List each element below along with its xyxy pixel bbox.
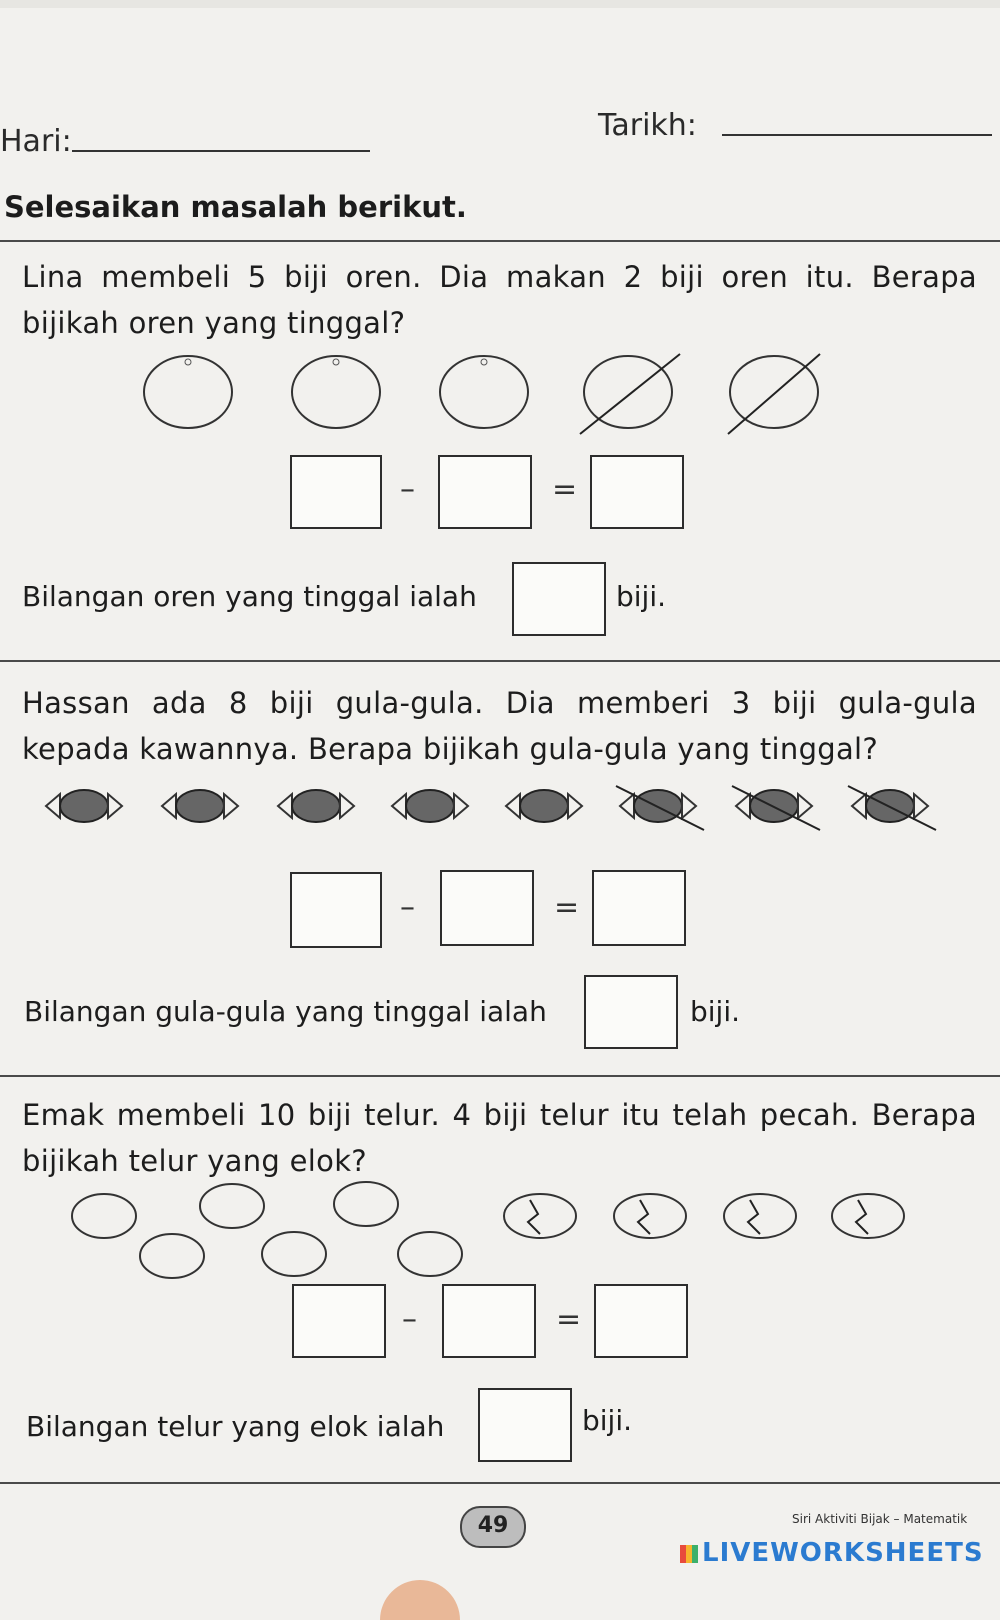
series-title: Siri Aktiviti Bijak – Matematik [792, 1512, 968, 1526]
divider [0, 1482, 1000, 1484]
orange-icon [292, 356, 380, 428]
candy-icon [278, 790, 354, 822]
q2-subtrahend-box[interactable] [440, 870, 534, 946]
candy-crossed-icon [848, 786, 936, 830]
broken-egg-icon [614, 1194, 686, 1238]
egg-icon [140, 1234, 204, 1278]
egg-icon [72, 1194, 136, 1238]
finger-photo-artifact [380, 1580, 460, 1620]
candy-icon [506, 790, 582, 822]
candy-icon [392, 790, 468, 822]
q2-result-box[interactable] [592, 870, 686, 946]
candy-crossed-icon [616, 786, 704, 830]
q1-answer-text: Bilangan oren yang tinggal ialah [22, 580, 477, 613]
date-label: Tarikh: [598, 108, 697, 143]
orange-icon [144, 356, 232, 428]
egg-icon [200, 1184, 264, 1228]
q2-minuend-box[interactable] [290, 872, 382, 948]
question-1-text: Lina membeli 5 biji oren. Dia makan 2 biji oren itu. Berapa bijikah oren yang tinggal? [22, 260, 977, 340]
equals-sign: = [556, 1302, 582, 1337]
equals-sign: = [552, 472, 578, 507]
candy-icon [162, 790, 238, 822]
q1-answer-unit: biji. [616, 580, 667, 613]
liveworksheets-logo [680, 1538, 984, 1568]
q3-result-box[interactable] [594, 1284, 688, 1358]
q1-subtrahend-box[interactable] [438, 455, 532, 529]
candy-crossed-icon [732, 786, 820, 830]
logo-text: LIVEWORKSHEETS [702, 1538, 984, 1568]
broken-egg-icon [504, 1194, 576, 1238]
minus-sign: – [400, 890, 415, 925]
q2-answer-text: Bilangan gula-gula yang tinggal ialah [24, 995, 547, 1028]
equals-sign: = [554, 890, 580, 925]
question-3-text: Emak membeli 10 biji telur. 4 biji telur itu telah pecah. Berapa bijikah telur yang elok? [22, 1098, 977, 1178]
day-label: Hari: [0, 124, 72, 159]
minus-sign: – [402, 1302, 417, 1337]
question-2-candies [40, 778, 980, 838]
page-top-edge [0, 0, 1000, 8]
question-2-text: Hassan ada 8 biji gula-gula. Dia memberi 3 biji gula-gula kepada kawannya. Berapa bijikah gula-gula yang tinggal? [22, 686, 977, 766]
day-field[interactable] [72, 150, 370, 152]
page-number: 49 [460, 1506, 526, 1548]
date-field[interactable] [722, 134, 992, 136]
q3-answer-box[interactable] [478, 1388, 572, 1462]
divider [0, 1075, 1000, 1077]
broken-egg-icon [724, 1194, 796, 1238]
question-3-eggs [60, 1176, 940, 1286]
q3-subtrahend-box[interactable] [442, 1284, 536, 1358]
divider [0, 660, 1000, 662]
egg-icon [398, 1232, 462, 1276]
logo-icon [680, 1545, 698, 1563]
egg-icon [262, 1232, 326, 1276]
orange-crossed-icon [728, 354, 820, 434]
q2-answer-unit: biji. [690, 995, 741, 1028]
q1-result-box[interactable] [590, 455, 684, 529]
question-1-oranges [140, 350, 840, 440]
candy-icon [46, 790, 122, 822]
q3-answer-text: Bilangan telur yang elok ialah [26, 1410, 445, 1443]
divider [0, 240, 1000, 242]
egg-icon [334, 1182, 398, 1226]
q2-answer-box[interactable] [584, 975, 678, 1049]
q1-answer-box[interactable] [512, 562, 606, 636]
broken-egg-icon [832, 1194, 904, 1238]
orange-crossed-icon [580, 354, 680, 434]
q3-answer-unit: biji. [582, 1404, 633, 1437]
q3-minuend-box[interactable] [292, 1284, 386, 1358]
minus-sign: – [400, 472, 415, 507]
q1-minuend-box[interactable] [290, 455, 382, 529]
orange-icon [440, 356, 528, 428]
instruction-title: Selesaikan masalah berikut. [4, 190, 467, 224]
